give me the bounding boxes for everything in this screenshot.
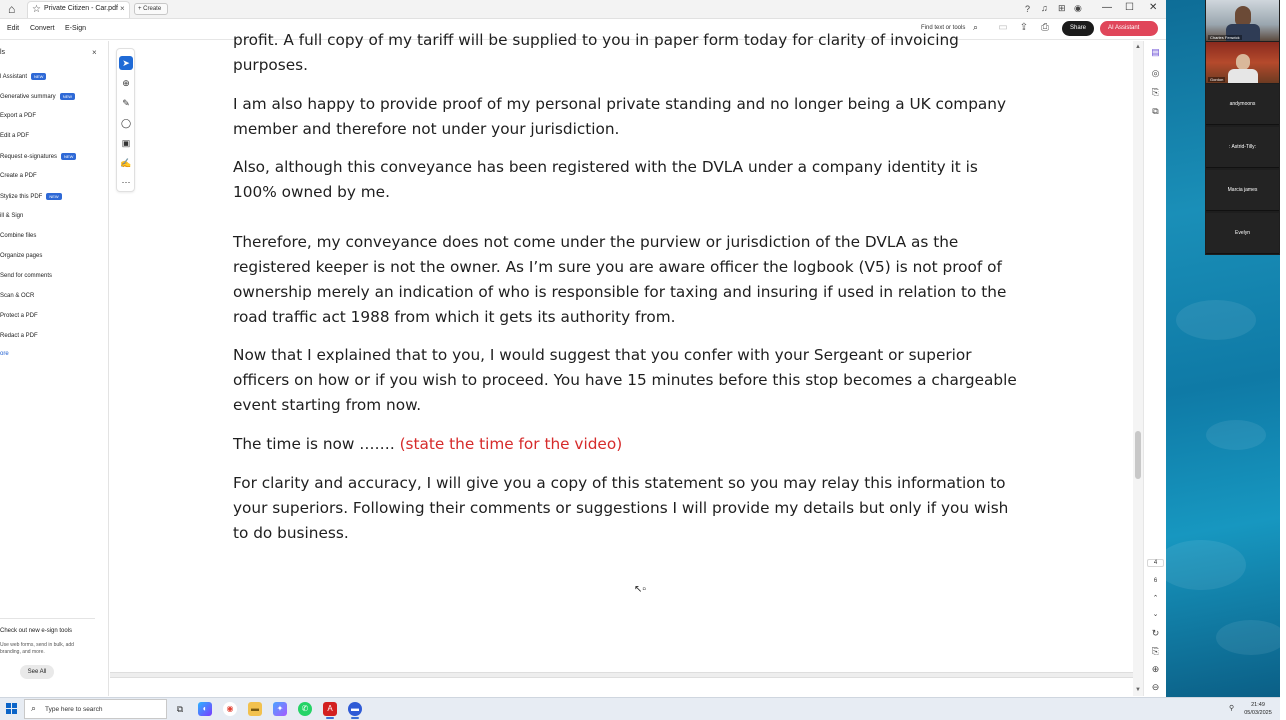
participant-tile-3[interactable]: [1206, 84, 1279, 125]
document-tab[interactable]: [27, 1, 130, 18]
participant-video-1[interactable]: [1206, 0, 1279, 41]
bell-icon[interactable]: ♫: [1041, 3, 1048, 13]
current-page-field[interactable]: 4: [1147, 559, 1164, 567]
create-button[interactable]: + Create: [134, 3, 168, 15]
scroll-up-icon[interactable]: ▲: [1135, 44, 1141, 50]
print-icon[interactable]: ⎙: [1041, 22, 1049, 33]
tool-request-esignatures[interactable]: Request e-signatures NEW: [0, 153, 76, 165]
search-icon: ⌕: [31, 703, 37, 713]
taskbar: [0, 697, 1280, 720]
minimize-icon[interactable]: —: [1102, 2, 1112, 13]
participant-name-3: andymoons: [1229, 101, 1256, 107]
search-icon[interactable]: ⌕: [973, 22, 979, 32]
video-call-panel: [1205, 0, 1280, 255]
document-tab-label: Private Citizen - Car.pdf: [44, 5, 118, 12]
task-view-icon[interactable]: ⧉: [176, 704, 184, 714]
menu-esign[interactable]: E-Sign: [65, 25, 87, 32]
ai-assistant-button[interactable]: AI Assistant: [1100, 21, 1158, 36]
lasso-tool-icon[interactable]: ◯: [120, 118, 132, 128]
more-tools-icon[interactable]: ⋯: [121, 177, 131, 187]
previous-page-icon[interactable]: ⌃: [1152, 595, 1159, 602]
maximize-icon[interactable]: ☐: [1125, 2, 1134, 13]
tool-stylize-pdf[interactable]: Stylize this PDF NEW: [0, 193, 62, 205]
help-icon[interactable]: ?: [1025, 4, 1031, 14]
page-fit-icon[interactable]: ⎘: [1151, 646, 1160, 656]
find-tools-field[interactable]: Find text or tools: [921, 25, 966, 31]
time-line-note: (state the time for the video): [399, 435, 623, 453]
mouse-cursor-icon: ↖▫: [634, 584, 646, 595]
menu-edit[interactable]: Edit: [7, 25, 20, 32]
paragraph-jurisdiction: Therefore, my conveyance does not come under the purview or jurisdiction of the DVLA as the registered keeper is not the owner. As I’m sure you are aware officer the logbook (V5) is not proof of ownership merely an indication of who is responsible for taxing and insuring if used in relation to the road traffic act 1988 from which it gets its authority from.: [233, 233, 1007, 326]
scroll-down-icon[interactable]: ▼: [1135, 687, 1141, 693]
search-placeholder: Type here to search: [45, 706, 103, 713]
participant-name-2: Gordon: [1210, 77, 1224, 82]
network-icon[interactable]: ⚲: [1229, 705, 1235, 712]
quick-tools-toolbar: [116, 48, 135, 192]
star-icon[interactable]: ☆: [32, 4, 41, 15]
more-tools-link[interactable]: ore: [0, 351, 9, 357]
pen-tool-icon[interactable]: ✎: [122, 98, 130, 108]
paragraph-confer-sergeant: Now that I explained that to you, I would suggest that you confer with your Sergeant or superior officers on how or if you wish to proceed. You have 15 minutes before this stop becomes a chargeable event starting from now.: [233, 346, 1017, 414]
file-explorer-icon[interactable]: ▬: [248, 702, 262, 716]
vertical-scrollbar[interactable]: [1133, 41, 1143, 696]
apps-grid-icon[interactable]: ⊞: [1058, 3, 1066, 13]
paragraph-dvla-registration: Also, although this conveyance has been registered with the DVLA under a company identity it is 100% owned by me.: [233, 158, 978, 201]
save-icon[interactable]: ▭: [998, 22, 1008, 33]
tool-create-pdf[interactable]: Create a PDF: [0, 173, 37, 179]
acrobat-icon[interactable]: A: [323, 702, 337, 716]
right-rail: [1143, 41, 1166, 696]
tool-combine-files[interactable]: Combine files: [0, 233, 37, 239]
tool-export-pdf[interactable]: Export a PDF: [0, 113, 37, 119]
participant-name-4: : Astrid-Tilly:: [1228, 144, 1257, 150]
title-bar: [0, 0, 1166, 19]
participant-tile-4[interactable]: [1206, 127, 1279, 168]
participant-tile-5[interactable]: [1206, 170, 1279, 211]
chrome-icon[interactable]: ◉: [223, 702, 237, 716]
taskbar-clock[interactable]: [1240, 701, 1276, 717]
copilot-icon[interactable]: ◐: [198, 702, 212, 716]
close-window-icon[interactable]: ✕: [1149, 2, 1158, 13]
tool-send-for-comments[interactable]: Send for comments: [0, 273, 53, 279]
select-tool-icon[interactable]: ➤: [119, 56, 133, 70]
tool-fill-sign[interactable]: ill & Sign: [0, 213, 24, 219]
tool-scan-ocr[interactable]: Scan & OCR: [0, 293, 35, 299]
home-icon[interactable]: ⌂: [8, 2, 16, 16]
scrollbar-thumb[interactable]: [1135, 431, 1141, 479]
participant-name-6: Evelyn: [1234, 230, 1250, 236]
whatsapp-icon[interactable]: ✆: [298, 702, 312, 716]
share-button[interactable]: Share: [1062, 21, 1094, 36]
promo-title: Check out new e-sign tools: [0, 628, 73, 634]
tools-panel-header: ls: [0, 49, 6, 56]
promo-text: Use web forms, send in bulk, add branding, and more.: [0, 642, 74, 655]
tool-generative-summary[interactable]: Generative summary NEW: [0, 93, 75, 105]
tool-edit-pdf[interactable]: Edit a PDF: [0, 133, 30, 139]
participant-tile-6[interactable]: [1206, 213, 1279, 254]
tool-organize-pages[interactable]: Organize pages: [0, 253, 43, 259]
tool-protect-pdf[interactable]: Protect a PDF: [0, 313, 38, 319]
tools-panel: [0, 41, 109, 696]
comment-tool-icon[interactable]: ⊕: [122, 78, 130, 88]
clock-time: 21:49: [1251, 702, 1265, 708]
paragraph-private-standing: I am also happy to provide proof of my personal private standing and no longer being a UK company member and therefore not under your jurisdiction.: [233, 95, 1007, 138]
menu-convert[interactable]: Convert: [30, 25, 55, 32]
taskbar-search-input[interactable]: [24, 699, 167, 719]
video-call-icon[interactable]: ▬: [348, 702, 362, 716]
bookmarks-icon[interactable]: ⎘: [1151, 87, 1160, 97]
document-view[interactable]: [110, 31, 1133, 696]
app-icon[interactable]: ✦: [273, 702, 287, 716]
text-box-tool-icon[interactable]: ▣: [121, 138, 131, 148]
participant-name-1: Charles Fenwick: [1210, 35, 1240, 40]
upload-icon[interactable]: ⇪: [1019, 22, 1029, 33]
zoom-in-icon[interactable]: ⊕: [1151, 664, 1160, 674]
zoom-out-icon[interactable]: ⊖: [1151, 682, 1160, 692]
next-page-icon[interactable]: ⌄: [1152, 611, 1159, 618]
tool-ai-assistant[interactable]: l Assistant NEW: [0, 73, 46, 85]
windows-start-icon[interactable]: [6, 703, 18, 715]
panel-divider: [0, 618, 95, 619]
close-tab-icon[interactable]: ×: [120, 4, 125, 13]
paragraph-clarity: For clarity and accuracy, I will give you a copy of this statement so you may relay this information to your superiors. Following their comments or suggestions I will provide my details but only if you wish to do business.: [233, 474, 1009, 542]
account-icon[interactable]: ◉: [1074, 3, 1082, 13]
total-pages-label: 6: [1153, 578, 1158, 584]
tool-redact-pdf[interactable]: Redact a PDF: [0, 333, 38, 339]
paragraph-time: [233, 432, 1023, 457]
clock-date: 05/03/2025: [1244, 710, 1272, 716]
pages-icon[interactable]: ⧉: [1152, 106, 1159, 116]
participant-video-2[interactable]: [1206, 42, 1279, 83]
ai-chat-icon[interactable]: ▤: [1151, 47, 1160, 57]
comments-icon[interactable]: ◎: [1151, 68, 1160, 78]
rotate-icon[interactable]: ↻: [1151, 628, 1160, 638]
participant-name-5: Marcia james: [1227, 187, 1258, 193]
close-panel-icon[interactable]: ×: [92, 48, 97, 57]
paragraph-profit: profit. A full copy of my tariff will be supplied to you in paper form today for clarity of invoicing purposes.: [233, 31, 959, 74]
see-all-button[interactable]: See All: [20, 665, 54, 679]
stamp-tool-icon[interactable]: ✍: [120, 158, 132, 168]
page-break: [110, 672, 1133, 678]
time-line-prefix: The time is now …….: [233, 435, 400, 453]
